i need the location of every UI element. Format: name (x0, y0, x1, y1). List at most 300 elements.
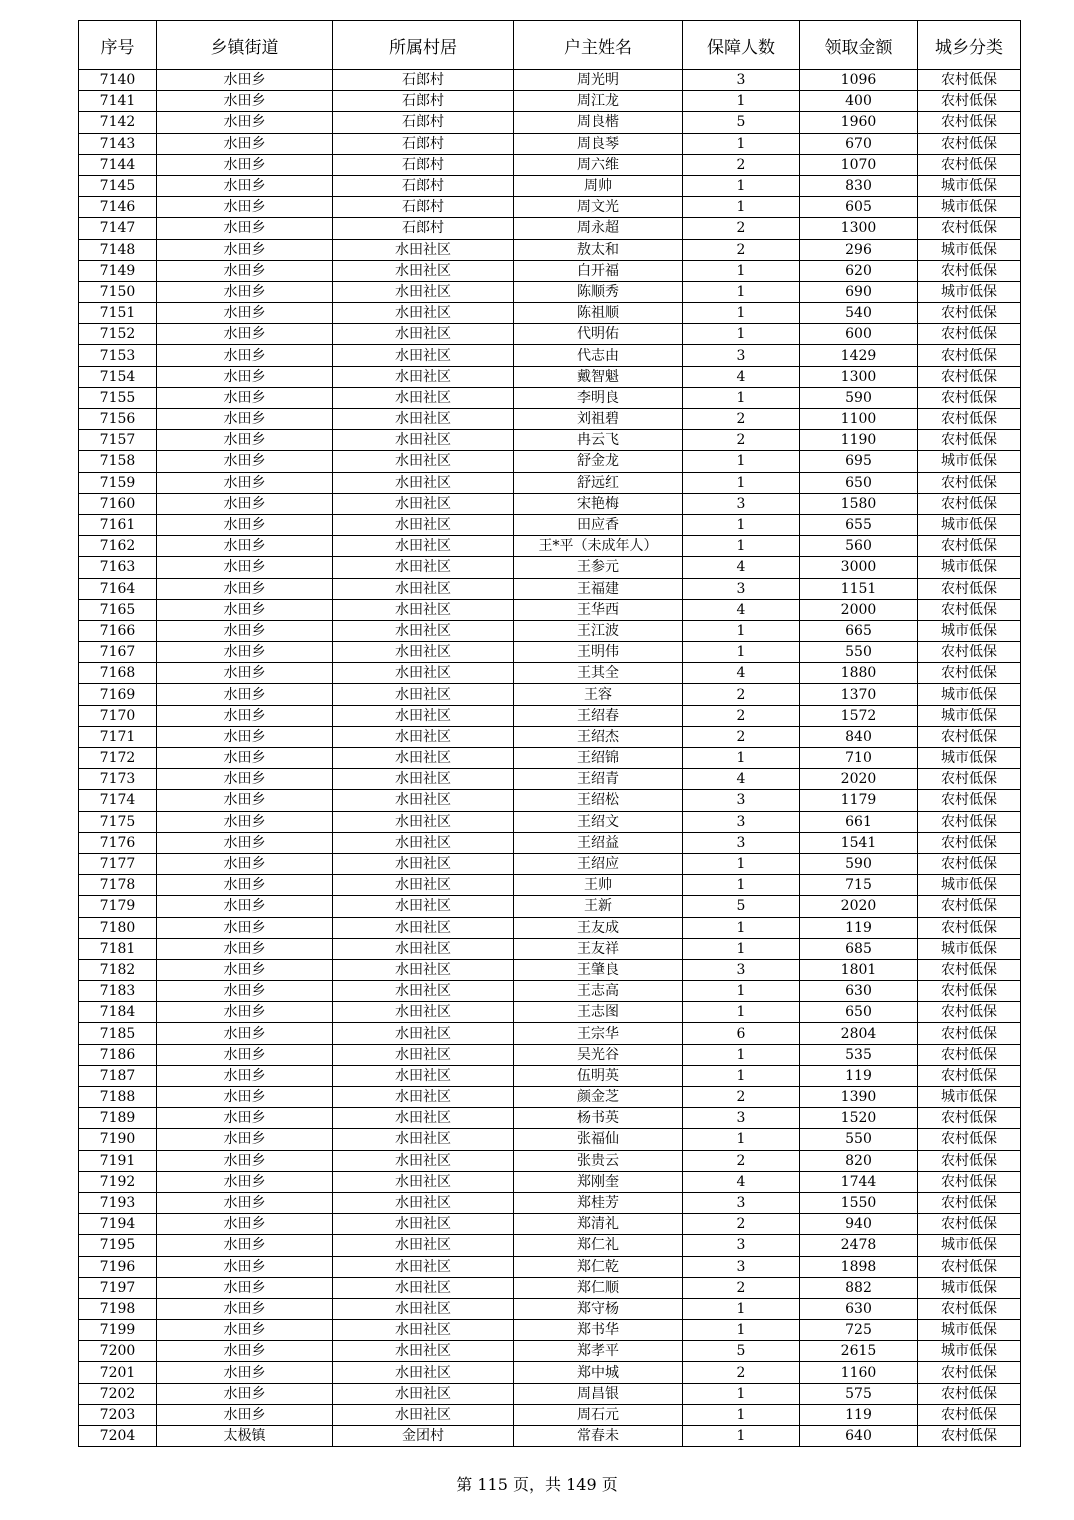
township-cell: 水田乡 (157, 790, 333, 811)
village-cell: 水田社区 (333, 875, 514, 896)
village-cell: 水田社区 (333, 1023, 514, 1044)
table-row (79, 133, 1021, 154)
village-cell: 水田社区 (333, 451, 514, 472)
covered-persons-cell: 1 (683, 1129, 800, 1150)
covered-persons-cell: 4 (683, 557, 800, 578)
category-cell: 农村低保 (918, 1002, 1021, 1023)
amount-cell: 882 (800, 1277, 918, 1298)
township-cell: 水田乡 (157, 472, 333, 493)
householder-cell: 周永超 (514, 218, 683, 239)
householder-cell: 郑清礼 (514, 1214, 683, 1235)
serial-number-cell: 7189 (79, 1108, 157, 1129)
covered-persons-cell: 3 (683, 1192, 800, 1213)
serial-number-cell: 7190 (79, 1129, 157, 1150)
relief-table (78, 20, 1021, 1447)
township-cell: 水田乡 (157, 1129, 333, 1150)
amount-cell: 1100 (800, 409, 918, 430)
serial-number-cell: 7179 (79, 896, 157, 917)
householder-cell: 王绍青 (514, 769, 683, 790)
covered-persons-cell: 1 (683, 451, 800, 472)
village-cell: 水田社区 (333, 1341, 514, 1362)
page-footer: 第 115 页，共 149 页 (456, 1475, 618, 1494)
table-row (79, 1362, 1021, 1383)
table-row (79, 366, 1021, 387)
householder-cell: 伍明英 (514, 1065, 683, 1086)
amount-cell: 550 (800, 642, 918, 663)
village-cell: 水田社区 (333, 1150, 514, 1171)
village-cell: 水田社区 (333, 366, 514, 387)
township-cell: 水田乡 (157, 451, 333, 472)
serial-number-cell: 7165 (79, 599, 157, 620)
householder-cell: 刘祖碧 (514, 409, 683, 430)
householder-cell: 颜金芝 (514, 1087, 683, 1108)
category-cell: 农村低保 (918, 959, 1021, 980)
amount-cell: 575 (800, 1383, 918, 1404)
township-cell: 水田乡 (157, 218, 333, 239)
village-cell: 水田社区 (333, 917, 514, 938)
township-cell: 水田乡 (157, 1065, 333, 1086)
village-cell: 水田社区 (333, 705, 514, 726)
covered-persons-cell: 1 (683, 281, 800, 302)
covered-persons-cell: 3 (683, 1235, 800, 1256)
householder-cell: 周文光 (514, 197, 683, 218)
amount-cell: 1572 (800, 705, 918, 726)
amount-cell: 296 (800, 239, 918, 260)
table-row (79, 938, 1021, 959)
category-cell: 农村低保 (918, 345, 1021, 366)
village-cell: 水田社区 (333, 1320, 514, 1341)
category-cell: 城市低保 (918, 875, 1021, 896)
covered-persons-cell: 2 (683, 218, 800, 239)
table-row (79, 409, 1021, 430)
serial-number-cell: 7145 (79, 175, 157, 196)
covered-persons-cell: 1 (683, 748, 800, 769)
table-row (79, 1150, 1021, 1171)
covered-persons-cell: 1 (683, 133, 800, 154)
village-cell: 水田社区 (333, 620, 514, 641)
category-cell: 农村低保 (918, 154, 1021, 175)
covered-persons-cell: 1 (683, 853, 800, 874)
amount-cell: 1390 (800, 1087, 918, 1108)
category-cell: 农村低保 (918, 493, 1021, 514)
householder-cell: 陈祖顺 (514, 303, 683, 324)
householder-cell: 郑书华 (514, 1320, 683, 1341)
table-row (79, 260, 1021, 281)
category-cell: 农村低保 (918, 1404, 1021, 1425)
table-row (79, 1426, 1021, 1447)
covered-persons-cell: 2 (683, 705, 800, 726)
serial-number-cell: 7203 (79, 1404, 157, 1425)
township-cell: 水田乡 (157, 1087, 333, 1108)
serial-number-cell: 7198 (79, 1298, 157, 1319)
category-cell: 城市低保 (918, 197, 1021, 218)
serial-number-cell: 7162 (79, 536, 157, 557)
serial-number-cell: 7147 (79, 218, 157, 239)
amount-cell: 2020 (800, 769, 918, 790)
householder-cell: 王肇良 (514, 959, 683, 980)
serial-number-cell: 7141 (79, 91, 157, 112)
amount-cell: 1550 (800, 1192, 918, 1213)
category-cell: 农村低保 (918, 387, 1021, 408)
householder-cell: 郑仁礼 (514, 1235, 683, 1256)
category-cell: 农村低保 (918, 790, 1021, 811)
householder-cell: 周江龙 (514, 91, 683, 112)
covered-persons-cell: 1 (683, 303, 800, 324)
category-cell: 城市低保 (918, 175, 1021, 196)
householder-cell: 王友成 (514, 917, 683, 938)
village-cell: 石郎村 (333, 175, 514, 196)
householder-cell: 郑孝平 (514, 1341, 683, 1362)
amount-cell: 1300 (800, 218, 918, 239)
covered-persons-cell: 3 (683, 1256, 800, 1277)
serial-number-cell: 7197 (79, 1277, 157, 1298)
table-row (79, 451, 1021, 472)
township-cell: 太极镇 (157, 1426, 333, 1447)
covered-persons-cell: 2 (683, 154, 800, 175)
table-row (79, 1383, 1021, 1404)
table-row (79, 430, 1021, 451)
amount-cell: 1880 (800, 663, 918, 684)
category-cell: 农村低保 (918, 811, 1021, 832)
table-row (79, 578, 1021, 599)
table-row (79, 1087, 1021, 1108)
serial-number-cell: 7157 (79, 430, 157, 451)
amount-cell: 1096 (800, 70, 918, 91)
covered-persons-cell: 1 (683, 1065, 800, 1086)
amount-cell: 119 (800, 1404, 918, 1425)
table-row (79, 790, 1021, 811)
serial-number-cell: 7166 (79, 620, 157, 641)
amount-cell: 620 (800, 260, 918, 281)
category-cell: 农村低保 (918, 409, 1021, 430)
serial-number-cell: 7178 (79, 875, 157, 896)
householder-cell: 代志由 (514, 345, 683, 366)
covered-persons-cell: 2 (683, 1362, 800, 1383)
table-row (79, 1256, 1021, 1277)
table-row (79, 493, 1021, 514)
table-row (79, 472, 1021, 493)
serial-number-cell: 7142 (79, 112, 157, 133)
serial-number-cell: 7180 (79, 917, 157, 938)
amount-cell: 685 (800, 938, 918, 959)
category-cell: 城市低保 (918, 1235, 1021, 1256)
covered-persons-cell: 2 (683, 1087, 800, 1108)
table-row (79, 1002, 1021, 1023)
category-cell: 农村低保 (918, 70, 1021, 91)
category-cell: 农村低保 (918, 303, 1021, 324)
amount-cell: 1151 (800, 578, 918, 599)
householder-cell: 周昌银 (514, 1383, 683, 1404)
covered-persons-cell: 3 (683, 493, 800, 514)
category-cell: 农村低保 (918, 133, 1021, 154)
table-row (79, 197, 1021, 218)
householder-cell: 王参元 (514, 557, 683, 578)
covered-persons-cell: 1 (683, 1002, 800, 1023)
serial-number-cell: 7175 (79, 811, 157, 832)
township-cell: 水田乡 (157, 239, 333, 260)
amount-cell: 665 (800, 620, 918, 641)
category-cell: 农村低保 (918, 853, 1021, 874)
serial-number-cell: 7169 (79, 684, 157, 705)
category-cell: 城市低保 (918, 514, 1021, 535)
table-row (79, 705, 1021, 726)
township-cell: 水田乡 (157, 366, 333, 387)
village-cell: 水田社区 (333, 493, 514, 514)
village-cell: 水田社区 (333, 260, 514, 281)
amount-cell: 830 (800, 175, 918, 196)
township-cell: 水田乡 (157, 599, 333, 620)
householder-cell: 王*平（未成年人） (514, 536, 683, 557)
covered-persons-cell: 1 (683, 175, 800, 196)
householder-cell: 王新 (514, 896, 683, 917)
amount-cell: 1370 (800, 684, 918, 705)
category-cell: 农村低保 (918, 1362, 1021, 1383)
amount-cell: 695 (800, 451, 918, 472)
township-cell: 水田乡 (157, 578, 333, 599)
covered-persons-cell: 1 (683, 324, 800, 345)
covered-persons-header: 保障人数 (683, 21, 800, 70)
serial-number-cell: 7200 (79, 1341, 157, 1362)
table-row (79, 345, 1021, 366)
householder-cell: 王宗华 (514, 1023, 683, 1044)
township-cell: 水田乡 (157, 1277, 333, 1298)
amount-cell: 535 (800, 1044, 918, 1065)
serial-number-cell: 7187 (79, 1065, 157, 1086)
table-row (79, 959, 1021, 980)
table-row (79, 853, 1021, 874)
table-row (79, 1171, 1021, 1192)
covered-persons-cell: 3 (683, 345, 800, 366)
covered-persons-cell: 2 (683, 1214, 800, 1235)
table-row (79, 514, 1021, 535)
covered-persons-cell: 1 (683, 387, 800, 408)
amount-cell: 820 (800, 1150, 918, 1171)
serial-number-cell: 7164 (79, 578, 157, 599)
township-cell: 水田乡 (157, 345, 333, 366)
amount-cell: 1898 (800, 1256, 918, 1277)
table-row (79, 1023, 1021, 1044)
village-cell: 水田社区 (333, 599, 514, 620)
category-cell: 城市低保 (918, 938, 1021, 959)
village-cell: 水田社区 (333, 1002, 514, 1023)
serial-number-cell: 7152 (79, 324, 157, 345)
serial-number-cell: 7202 (79, 1383, 157, 1404)
table-row (79, 1235, 1021, 1256)
township-cell: 水田乡 (157, 1235, 333, 1256)
serial-number-cell: 7172 (79, 748, 157, 769)
village-cell: 水田社区 (333, 1277, 514, 1298)
table-row (79, 748, 1021, 769)
householder-cell: 郑仁顺 (514, 1277, 683, 1298)
village-cell: 水田社区 (333, 1065, 514, 1086)
village-cell: 水田社区 (333, 663, 514, 684)
amount-cell: 400 (800, 91, 918, 112)
serial-number-cell: 7150 (79, 281, 157, 302)
householder-cell: 白开福 (514, 260, 683, 281)
amount-cell: 119 (800, 917, 918, 938)
amount-cell: 3000 (800, 557, 918, 578)
category-cell: 农村低保 (918, 472, 1021, 493)
village-cell: 水田社区 (333, 1256, 514, 1277)
township-cell: 水田乡 (157, 875, 333, 896)
covered-persons-cell: 4 (683, 1171, 800, 1192)
village-cell: 石郎村 (333, 154, 514, 175)
township-cell: 水田乡 (157, 493, 333, 514)
covered-persons-cell: 3 (683, 1108, 800, 1129)
village-cell: 水田社区 (333, 578, 514, 599)
covered-persons-cell: 1 (683, 642, 800, 663)
serial-number-cell: 7195 (79, 1235, 157, 1256)
category-cell: 城市低保 (918, 705, 1021, 726)
covered-persons-cell: 1 (683, 875, 800, 896)
householder-cell: 王志高 (514, 981, 683, 1002)
township-cell: 水田乡 (157, 853, 333, 874)
village-cell: 水田社区 (333, 1129, 514, 1150)
serial-number-cell: 7146 (79, 197, 157, 218)
table-row (79, 1404, 1021, 1425)
householder-cell: 周良楷 (514, 112, 683, 133)
householder-cell: 郑仁乾 (514, 1256, 683, 1277)
village-cell: 石郎村 (333, 70, 514, 91)
householder-cell: 冉云飞 (514, 430, 683, 451)
amount-cell: 600 (800, 324, 918, 345)
village-cell: 水田社区 (333, 1298, 514, 1319)
township-cell: 水田乡 (157, 260, 333, 281)
village-cell: 水田社区 (333, 514, 514, 535)
amount-cell: 1190 (800, 430, 918, 451)
category-cell: 农村低保 (918, 1108, 1021, 1129)
category-cell: 农村低保 (918, 769, 1021, 790)
covered-persons-cell: 1 (683, 938, 800, 959)
covered-persons-cell: 3 (683, 832, 800, 853)
covered-persons-cell: 4 (683, 769, 800, 790)
category-cell: 农村低保 (918, 981, 1021, 1002)
village-cell: 水田社区 (333, 1108, 514, 1129)
householder-cell: 舒金龙 (514, 451, 683, 472)
table-row (79, 642, 1021, 663)
amount-cell: 1160 (800, 1362, 918, 1383)
amount-cell: 1070 (800, 154, 918, 175)
village-cell: 水田社区 (333, 832, 514, 853)
category-header: 城乡分类 (918, 21, 1021, 70)
category-cell: 城市低保 (918, 239, 1021, 260)
village-cell: 水田社区 (333, 853, 514, 874)
householder-cell: 王志图 (514, 1002, 683, 1023)
category-cell: 城市低保 (918, 1320, 1021, 1341)
serial-number-cell: 7156 (79, 409, 157, 430)
householder-cell: 郑刚奎 (514, 1171, 683, 1192)
township-cell: 水田乡 (157, 1320, 333, 1341)
householder-cell: 周六维 (514, 154, 683, 175)
village-cell: 石郎村 (333, 197, 514, 218)
village-cell: 水田社区 (333, 1362, 514, 1383)
table-row (79, 1192, 1021, 1213)
amount-cell: 840 (800, 726, 918, 747)
amount-cell: 550 (800, 1129, 918, 1150)
category-cell: 农村低保 (918, 1298, 1021, 1319)
category-cell: 农村低保 (918, 1150, 1021, 1171)
category-cell: 城市低保 (918, 1087, 1021, 1108)
covered-persons-cell: 1 (683, 536, 800, 557)
serial-number-cell: 7196 (79, 1256, 157, 1277)
township-cell: 水田乡 (157, 1383, 333, 1404)
table-row (79, 663, 1021, 684)
householder-cell: 王江波 (514, 620, 683, 641)
amount-cell: 640 (800, 1426, 918, 1447)
serial-number-cell: 7158 (79, 451, 157, 472)
category-cell: 农村低保 (918, 599, 1021, 620)
category-cell: 农村低保 (918, 1129, 1021, 1150)
township-cell: 水田乡 (157, 1023, 333, 1044)
amount-cell: 1520 (800, 1108, 918, 1129)
householder-cell: 周石元 (514, 1404, 683, 1425)
amount-cell: 1429 (800, 345, 918, 366)
covered-persons-cell: 2 (683, 409, 800, 430)
serial-number-cell: 7154 (79, 366, 157, 387)
amount-cell: 661 (800, 811, 918, 832)
table-row (79, 154, 1021, 175)
serial-number-cell: 7181 (79, 938, 157, 959)
village-cell: 水田社区 (333, 345, 514, 366)
table-row (79, 175, 1021, 196)
householder-cell: 王绍杰 (514, 726, 683, 747)
village-cell: 水田社区 (333, 281, 514, 302)
serial-number-cell: 7204 (79, 1426, 157, 1447)
table-row (79, 1341, 1021, 1362)
covered-persons-cell: 1 (683, 1320, 800, 1341)
serial-number-cell: 7155 (79, 387, 157, 408)
category-cell: 农村低保 (918, 112, 1021, 133)
table-row (79, 1214, 1021, 1235)
category-cell: 农村低保 (918, 1023, 1021, 1044)
householder-cell: 张贵云 (514, 1150, 683, 1171)
table-row (79, 599, 1021, 620)
table-row (79, 620, 1021, 641)
township-cell: 水田乡 (157, 1362, 333, 1383)
township-cell: 水田乡 (157, 197, 333, 218)
householder-cell: 郑守杨 (514, 1298, 683, 1319)
amount-cell: 670 (800, 133, 918, 154)
village-cell: 水田社区 (333, 1171, 514, 1192)
table-row (79, 1298, 1021, 1319)
category-cell: 农村低保 (918, 663, 1021, 684)
township-cell: 水田乡 (157, 769, 333, 790)
village-cell: 水田社区 (333, 642, 514, 663)
table-row (79, 281, 1021, 302)
householder-cell: 王绍春 (514, 705, 683, 726)
township-header: 乡镇街道 (157, 21, 333, 70)
serial-number-header: 序号 (79, 21, 157, 70)
township-cell: 水田乡 (157, 536, 333, 557)
serial-number-cell: 7194 (79, 1214, 157, 1235)
township-cell: 水田乡 (157, 1404, 333, 1425)
table-row (79, 832, 1021, 853)
table-row (79, 239, 1021, 260)
serial-number-cell: 7140 (79, 70, 157, 91)
township-cell: 水田乡 (157, 409, 333, 430)
householder-cell: 张福仙 (514, 1129, 683, 1150)
covered-persons-cell: 1 (683, 1044, 800, 1065)
category-cell: 农村低保 (918, 260, 1021, 281)
township-cell: 水田乡 (157, 133, 333, 154)
township-cell: 水田乡 (157, 663, 333, 684)
serial-number-cell: 7174 (79, 790, 157, 811)
table-row (79, 769, 1021, 790)
covered-persons-cell: 1 (683, 472, 800, 493)
category-cell: 农村低保 (918, 578, 1021, 599)
householder-cell: 王绍松 (514, 790, 683, 811)
covered-persons-cell: 2 (683, 726, 800, 747)
